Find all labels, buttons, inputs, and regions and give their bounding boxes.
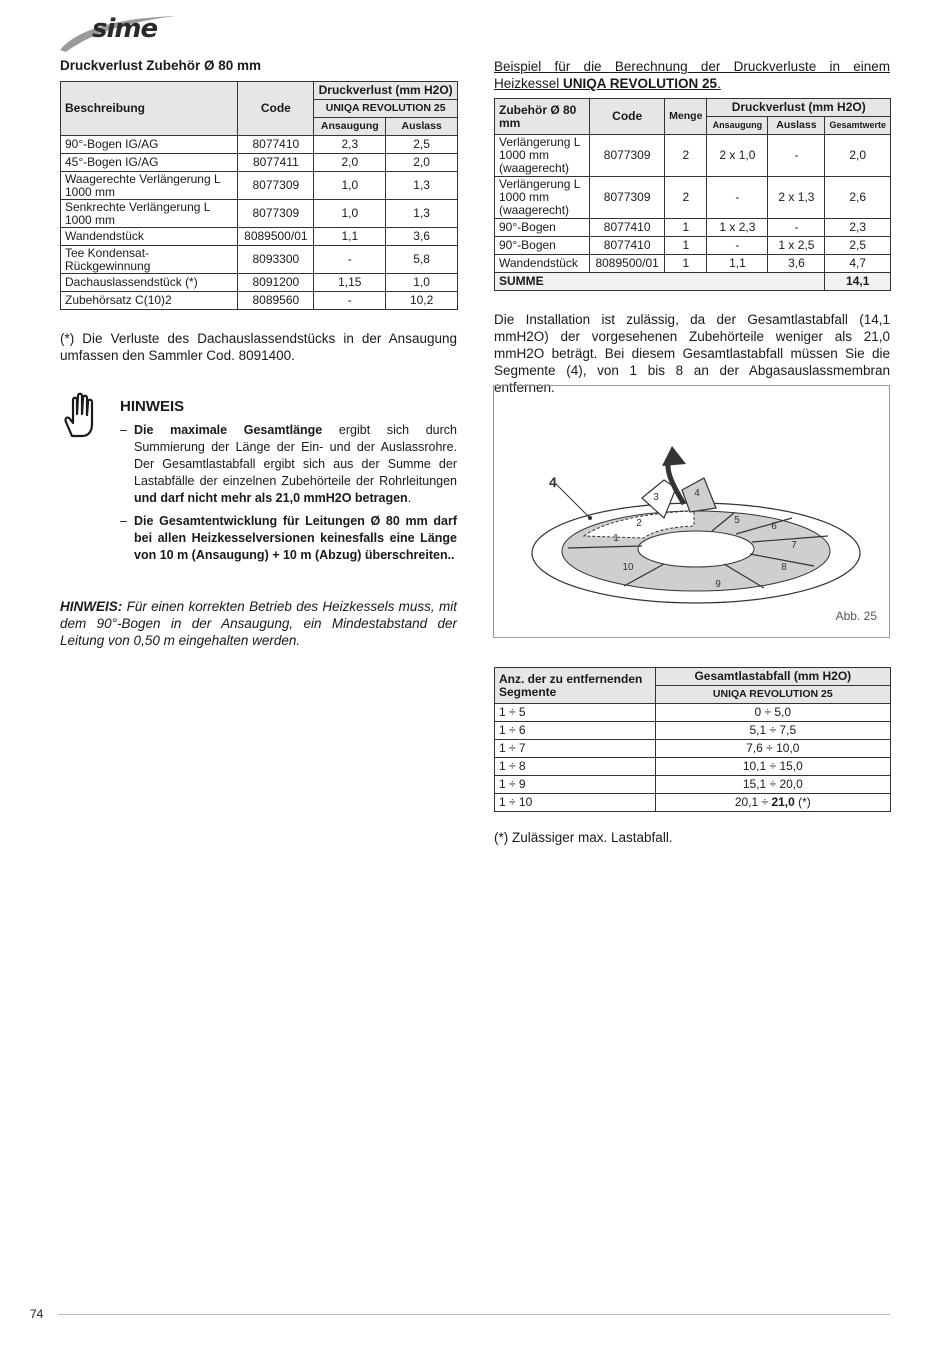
right-footnote: (*) Zulässiger max. Lastabfall. bbox=[494, 830, 673, 845]
segment-label: 5 bbox=[734, 515, 740, 526]
segment-label: 10 bbox=[622, 562, 634, 573]
table-row bbox=[495, 177, 891, 219]
cell-exhaust: 1,3 bbox=[386, 172, 458, 200]
sime-logo: sime bbox=[92, 14, 158, 44]
table-row bbox=[61, 154, 458, 172]
cell-accessory: 90°-Bogen bbox=[495, 219, 590, 237]
col-header-segments: Anz. der zu entfernenden Segmente bbox=[495, 668, 656, 704]
sum-value: 14,1 bbox=[825, 273, 891, 291]
cell-quantity: 1 bbox=[665, 237, 707, 255]
cell-segments: 1 ÷ 5 bbox=[495, 704, 656, 722]
hint-item-max-length: – Die maximale Gesamtlänge ergibt sich durch Summierung der Länge der Ein- und der Auslassrohre. Der Gesamtlastabfall ergibt sich aus der Summe der Lastabfälle der einzelnen Zubehörteile der Rohrleitungen und darf nicht mehr als 21,0 mmH2O betragen. bbox=[120, 422, 457, 507]
cell-intake: - bbox=[707, 177, 768, 219]
cell-intake: 2,0 bbox=[314, 154, 386, 172]
cell-loss: 7,6 ÷ 10,0 bbox=[655, 740, 890, 758]
segment-label: 2 bbox=[636, 518, 642, 529]
cell-intake: 1,1 bbox=[314, 228, 386, 246]
cell-quantity: 1 bbox=[665, 255, 707, 273]
cell-intake: 1,0 bbox=[314, 200, 386, 228]
cell-code: 8077309 bbox=[238, 200, 314, 228]
segment-label: 7 bbox=[791, 540, 797, 551]
cell-loss: 15,1 ÷ 20,0 bbox=[655, 776, 890, 794]
segment-label: 8 bbox=[781, 562, 787, 573]
cell-exhaust: 1,3 bbox=[386, 200, 458, 228]
cell-loss: 5,1 ÷ 7,5 bbox=[655, 722, 890, 740]
cell-total: 4,7 bbox=[825, 255, 891, 273]
cell-loss: 10,1 ÷ 15,0 bbox=[655, 758, 890, 776]
cell-intake: 2,3 bbox=[314, 136, 386, 154]
segment-label: 9 bbox=[715, 579, 721, 590]
cell-desc: Zubehörsatz C(10)2 bbox=[61, 292, 238, 310]
cell-code: 8077410 bbox=[590, 219, 665, 237]
hint-item-total-length: – Die Gesamtentwicklung für Leitungen Ø 80 mm darf bei allen Heizkesselversionen keinesfalls eine Länge von 10 m (Ansaugung) + 10 m (Abzug) überschreiten.. bbox=[120, 513, 457, 564]
left-note: HINWEIS: Für einen korrekten Betrieb des Heizkessels muss, mit dem 90°-Bogen in der Ansaugung, ein Mindestabstand der Leitung von 0,50 m eingehalten werden. bbox=[60, 599, 457, 648]
cell-code: 8077309 bbox=[590, 177, 665, 219]
cell-code: 8093300 bbox=[238, 246, 314, 274]
cell-total: 2,0 bbox=[825, 135, 891, 177]
col-header-model: UNIQA REVOLUTION 25 bbox=[655, 686, 890, 704]
col-header-pressure-loss: Druckverlust (mm H2O) bbox=[314, 82, 458, 100]
cell-exhaust: 2,5 bbox=[386, 136, 458, 154]
col-header-exhaust: Auslass bbox=[768, 117, 825, 135]
col-header-intake: Ansaugung bbox=[707, 117, 768, 135]
cell-desc: Tee Kondensat-Rückgewinnung bbox=[61, 246, 238, 274]
cell-segments: 1 ÷ 8 bbox=[495, 758, 656, 776]
stop-hand-icon bbox=[58, 392, 106, 440]
col-header-quantity: Menge bbox=[665, 99, 707, 135]
callout-label: 4 bbox=[549, 474, 557, 490]
sum-label: SUMME bbox=[495, 273, 825, 291]
table-row bbox=[61, 274, 458, 292]
cell-segments: 1 ÷ 9 bbox=[495, 776, 656, 794]
segment-label: 4 bbox=[694, 488, 700, 499]
table-row bbox=[61, 228, 458, 246]
cell-exhaust: 3,6 bbox=[768, 255, 825, 273]
cell-desc: 90°-Bogen IG/AG bbox=[61, 136, 238, 154]
segment-label: 3 bbox=[653, 492, 659, 503]
segment-removal-table bbox=[494, 667, 891, 812]
cell-code: 8077309 bbox=[238, 172, 314, 200]
cell-segments: 1 ÷ 6 bbox=[495, 722, 656, 740]
figure-caption: Abb. 25 bbox=[835, 609, 877, 623]
cell-exhaust: - bbox=[768, 135, 825, 177]
cell-quantity: 2 bbox=[665, 177, 707, 219]
cell-code: 8077410 bbox=[590, 237, 665, 255]
cell-code: 8089500/01 bbox=[238, 228, 314, 246]
cell-intake: 1 x 2,3 bbox=[707, 219, 768, 237]
table-row bbox=[495, 794, 891, 812]
segment-label: 6 bbox=[771, 521, 777, 532]
hint-list bbox=[120, 422, 457, 570]
table-row bbox=[495, 722, 891, 740]
cell-intake: 1,1 bbox=[707, 255, 768, 273]
cell-desc: Wandendstück bbox=[61, 228, 238, 246]
table-row bbox=[495, 255, 891, 273]
table-row bbox=[61, 292, 458, 310]
table-row bbox=[61, 246, 458, 274]
col-header-pressure-loss: Druckverlust (mm H2O) bbox=[707, 99, 891, 117]
col-header-description: Beschreibung bbox=[61, 82, 238, 136]
cell-quantity: 2 bbox=[665, 135, 707, 177]
cell-code: 8089560 bbox=[238, 292, 314, 310]
col-header-total: Gesamtwerte bbox=[825, 117, 891, 135]
cell-desc: 45°-Bogen IG/AG bbox=[61, 154, 238, 172]
col-header-code: Code bbox=[590, 99, 665, 135]
cell-code: 8077411 bbox=[238, 154, 314, 172]
left-section-title: Druckverlust Zubehör Ø 80 mm bbox=[60, 58, 262, 73]
col-header-model: UNIQA REVOLUTION 25 bbox=[314, 100, 458, 118]
cell-code: 8091200 bbox=[238, 274, 314, 292]
cell-accessory: 90°-Bogen bbox=[495, 237, 590, 255]
col-header-intake: Ansaugung bbox=[314, 118, 386, 136]
footer-divider bbox=[58, 1314, 890, 1315]
cell-desc: Senkrechte Verlängerung L 1000 mm bbox=[61, 200, 238, 228]
right-intro: Beispiel für die Berechnung der Druckverluste in einem Heizkessel UNIQA REVOLUTION 25. bbox=[494, 59, 890, 91]
cell-exhaust: 2,0 bbox=[386, 154, 458, 172]
cell-intake: 1,0 bbox=[314, 172, 386, 200]
table-row bbox=[495, 219, 891, 237]
cell-code: 8089500/01 bbox=[590, 255, 665, 273]
cell-desc: Waagerechte Verlängerung L 1000 mm bbox=[61, 172, 238, 200]
cell-intake: - bbox=[707, 237, 768, 255]
cell-total: 2,5 bbox=[825, 237, 891, 255]
col-header-code: Code bbox=[238, 82, 314, 136]
cell-segments: 1 ÷ 10 bbox=[495, 794, 656, 812]
table-row bbox=[495, 237, 891, 255]
col-header-exhaust: Auslass bbox=[386, 118, 458, 136]
cell-code: 8077410 bbox=[238, 136, 314, 154]
cell-exhaust: 10,2 bbox=[386, 292, 458, 310]
cell-exhaust: - bbox=[768, 219, 825, 237]
table-row bbox=[495, 740, 891, 758]
example-calc-table bbox=[494, 98, 891, 291]
table-row bbox=[495, 758, 891, 776]
hint-title: HINWEIS bbox=[120, 398, 185, 415]
right-paragraph: Die Installation ist zulässig, da der Gesamtlastabfall (14,1 mmH2O) der vorgesehenen Zubehörteile weniger als 21,0 mmH2O beträgt. Bei diesem Gesamtlastabfall müssen Sie die Segmente (4), von 1 bis 8 an der Abgasauslassmembran entfernen. bbox=[494, 312, 890, 395]
cell-intake: 2 x 1,0 bbox=[707, 135, 768, 177]
cell-loss: 20,1 ÷ 21,0 (*) bbox=[655, 794, 890, 812]
cell-exhaust: 3,6 bbox=[386, 228, 458, 246]
table-row bbox=[61, 172, 458, 200]
left-footnote: (*) Die Verluste des Dachauslassendstücks in der Ansaugung umfassen den Sammler Cod. 8091400. bbox=[60, 331, 457, 363]
accessory-loss-table bbox=[60, 81, 458, 310]
cell-intake: 1,15 bbox=[314, 274, 386, 292]
cell-desc: Dachauslassendstück (*) bbox=[61, 274, 238, 292]
cell-quantity: 1 bbox=[665, 219, 707, 237]
cell-accessory: Wandendstück bbox=[495, 255, 590, 273]
cell-accessory: Verlängerung L 1000 mm (waagerecht) bbox=[495, 135, 590, 177]
table-row bbox=[495, 135, 891, 177]
cell-exhaust: 1 x 2,5 bbox=[768, 237, 825, 255]
col-header-total-loss: Gesamtlastabfall (mm H2O) bbox=[655, 668, 890, 686]
cell-exhaust: 5,8 bbox=[386, 246, 458, 274]
cell-exhaust: 1,0 bbox=[386, 274, 458, 292]
cell-accessory: Verlängerung L 1000 mm (waagerecht) bbox=[495, 177, 590, 219]
membrane-figure bbox=[493, 385, 890, 638]
cell-intake: - bbox=[314, 246, 386, 274]
table-row bbox=[61, 136, 458, 154]
cell-total: 2,3 bbox=[825, 219, 891, 237]
cell-segments: 1 ÷ 7 bbox=[495, 740, 656, 758]
table-row bbox=[495, 776, 891, 794]
cell-intake: - bbox=[314, 292, 386, 310]
cell-exhaust: 2 x 1,3 bbox=[768, 177, 825, 219]
col-header-accessory: Zubehör Ø 80 mm bbox=[495, 99, 590, 135]
exhaust-membrane-diagram bbox=[494, 386, 889, 637]
sum-row bbox=[495, 273, 891, 291]
segment-label: 1 bbox=[613, 533, 619, 544]
cell-code: 8077309 bbox=[590, 135, 665, 177]
table-row bbox=[495, 704, 891, 722]
table-row bbox=[61, 200, 458, 228]
cell-total: 2,6 bbox=[825, 177, 891, 219]
page-number: 74 bbox=[30, 1307, 44, 1321]
cell-loss: 0 ÷ 5,0 bbox=[655, 704, 890, 722]
